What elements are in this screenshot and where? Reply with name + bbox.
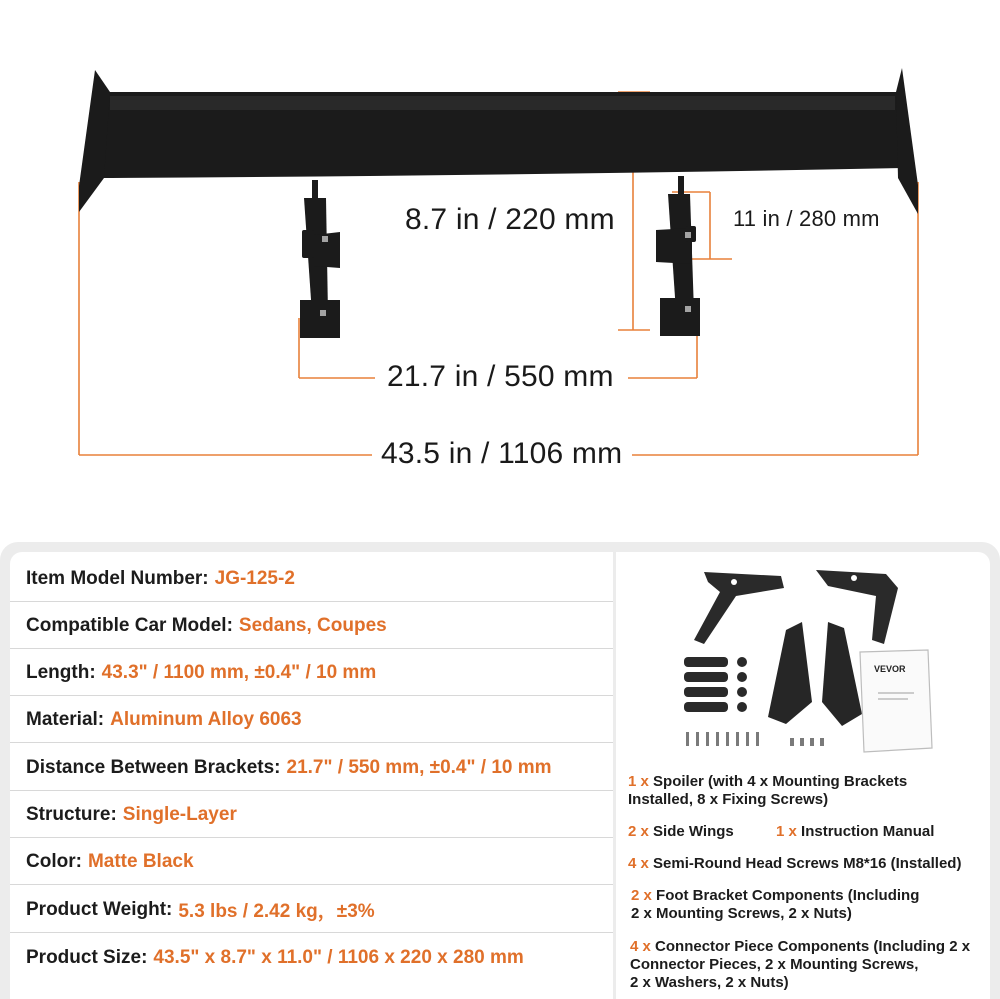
spec-row-bracket-distance [10, 745, 613, 791]
spec-row-structure [10, 792, 613, 838]
manual-brand-logo: VEVOR [874, 664, 906, 674]
spec-key: Length: [26, 661, 96, 683]
package-item-spoiler-cont: Installed, 8 x Fixing Screws) [628, 791, 829, 808]
spec-row-weight [10, 887, 613, 933]
package-item-manual: 1 x Instruction Manual [776, 823, 935, 840]
spec-value: Aluminum Alloy 6063 [110, 708, 302, 730]
spec-row-length [10, 650, 613, 696]
info-panel [0, 542, 1000, 999]
spec-value: Single-Layer [122, 803, 237, 825]
right-bracket [656, 176, 700, 336]
spec-row-size [10, 935, 613, 981]
spec-value: JG-125-2 [214, 567, 295, 589]
screws-image [686, 732, 824, 746]
spec-row-model [10, 556, 613, 602]
height-dimension-label: 8.7 in / 220 mm [405, 203, 615, 236]
spec-value: 43.5" x 8.7" x 11.0" / 1106 x 220 x 280 mm [153, 947, 524, 968]
spec-row-material [10, 697, 613, 743]
package-item-connector: 4 x Connector Piece Components (Including 2 x [630, 938, 971, 955]
spec-value: 21.7" / 550 mm, ±0.4" / 10 mm [286, 756, 552, 778]
package-item-foot-bracket-cont: 2 x Mounting Screws, 2 x Nuts) [631, 905, 852, 922]
spec-table [10, 552, 613, 999]
left-end-plate [79, 70, 110, 212]
left-bracket [300, 180, 340, 338]
connector-pieces-image [684, 657, 747, 712]
spec-value: Matte Black [87, 850, 194, 872]
spec-key: Distance Between Brackets: [26, 756, 281, 778]
spec-key: Structure: [26, 803, 117, 825]
package-contents [616, 552, 990, 999]
spec-key: Product Size: [26, 947, 148, 968]
package-item-connector-cont-1: Connector Pieces, 2 x Mounting Screws, [630, 956, 919, 973]
package-item-spoiler: 1 x Spoiler (with 4 x Mounting Brackets [628, 773, 908, 790]
package-item-connector-cont-2: 2 x Washers, 2 x Nuts) [630, 974, 789, 991]
right-end-plate [896, 68, 918, 214]
side-wings-image [768, 622, 862, 726]
spec-row-compatible [10, 603, 613, 649]
spec-row-color [10, 839, 613, 885]
package-item-screws: 4 x Semi-Round Head Screws M8*16 (Installed) [628, 855, 962, 872]
bracket-height-dimension-label: 11 in / 280 mm [733, 206, 880, 231]
spec-value: Sedans, Coupes [238, 614, 387, 636]
spec-value: 5.3 lbs / 2.42 kg，±3% [178, 901, 375, 922]
package-contents-image [616, 552, 990, 757]
spec-key: Product Weight: [26, 898, 173, 920]
total-width-dimension-label: 43.5 in / 1106 mm [381, 437, 623, 470]
bracket-distance-dimension-label: 21.7 in / 550 mm [387, 360, 614, 393]
spec-key: Compatible Car Model: [26, 614, 233, 636]
spec-value: 43.3" / 1100 mm, ±0.4" / 10 mm [101, 661, 377, 683]
package-item-side-wings: 2 x Side Wings [628, 823, 734, 840]
spec-key: Material: [26, 708, 105, 730]
spec-key: Item Model Number: [26, 567, 209, 589]
spec-key: Color: [26, 850, 82, 872]
package-item-foot-bracket: 2 x Foot Bracket Components (Including [631, 887, 920, 904]
